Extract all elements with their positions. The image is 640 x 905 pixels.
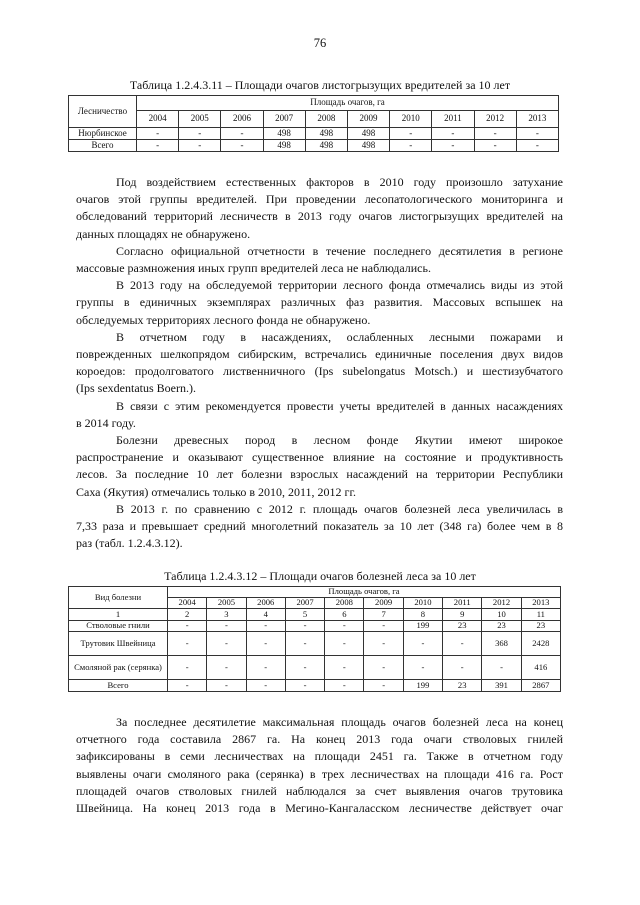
text-line: массовые размножения иных групп вредителей леса не наблюдались. (76, 261, 431, 276)
table-cell: - (516, 140, 558, 152)
table-cell: - (325, 680, 364, 692)
table-cell: - (207, 656, 246, 680)
table-cell: - (168, 680, 207, 692)
table2-row-label: Всего (69, 680, 168, 692)
table-cell: - (285, 656, 324, 680)
table-cell: - (403, 656, 442, 680)
table1-group-header: Площадь очагов, га (137, 96, 559, 111)
text-line: обследований территорий лесничеств в 2013 году очагов листогрызущих вредителей на (76, 209, 563, 224)
table2-year: 2005 (207, 598, 246, 609)
column-number: 3 (207, 609, 246, 621)
table-cell: 199 (403, 680, 442, 692)
table2 (68, 586, 561, 692)
table-cell: - (432, 140, 474, 152)
table-cell: 498 (263, 128, 305, 140)
table-cell: - (474, 128, 516, 140)
table-cell: 416 (521, 656, 560, 680)
text-line: группы в единичных экземплярах различных фаз развития. Массовых вспышек на (76, 295, 563, 310)
table2-year: 2009 (364, 598, 403, 609)
table-cell: - (221, 128, 263, 140)
table-cell: - (364, 656, 403, 680)
table-cell: - (482, 656, 521, 680)
text-line: распространение и оказывают существенное влияние на состояние и продуктивность (76, 450, 563, 465)
table-cell: - (390, 128, 432, 140)
column-number: 1 (69, 609, 168, 621)
column-number: 6 (325, 609, 364, 621)
table-row (69, 632, 561, 656)
table-row (69, 140, 559, 152)
table-cell: 498 (305, 140, 347, 152)
text-line: поврежденных шелкопрядом сибирским, встречались единичные поселения двух видов (76, 347, 563, 362)
table-cell: - (221, 140, 263, 152)
table-cell: - (207, 632, 246, 656)
table-cell: - (246, 632, 285, 656)
table1-year: 2004 (137, 111, 179, 128)
table-cell: - (207, 680, 246, 692)
table-row (69, 128, 559, 140)
text-line: Саха (Якутия) отмечались только в 2010, 2011, 2012 гг. (76, 484, 357, 499)
text-line: площадей очагов стволовых гнилей наблюдался за счет выявления очагов трутовика (76, 783, 563, 798)
text-line: зафиксированы в семи лесничествах на площади 2451 га. Также в отчетном году (76, 749, 563, 764)
table-cell: - (246, 620, 285, 632)
table-cell: 23 (482, 620, 521, 632)
text-line: В 2013 году на обследуемой территории лесного фонда отмечались виды из этой (116, 278, 563, 293)
table2-year: 2012 (482, 598, 521, 609)
table-row (69, 656, 561, 680)
table-cell: - (246, 680, 285, 692)
column-number: 2 (168, 609, 207, 621)
text-line: В связи с этим рекомендуется провести учеты вредителей в данных насаждениях (116, 398, 563, 413)
page-number: 76 (313, 36, 327, 50)
table-cell: 498 (347, 140, 389, 152)
text-line: В отчетном году в насаждениях, ослабленных лесными пожарами и (116, 329, 563, 344)
table-cell: - (285, 632, 324, 656)
table2-group-header: Площадь очагов, га (168, 587, 561, 598)
table-row (69, 620, 561, 632)
text-line: очагов этой группы вредителей. При проведении лесопатологического мониторинга и (76, 192, 563, 207)
text-line: лесов. За последние 10 лет болезни взрослых насаждений на территории Республики (76, 467, 563, 482)
text-line: данных площадях не обнаружено. (76, 226, 251, 241)
table-cell: 23 (521, 620, 560, 632)
table-cell: - (443, 656, 482, 680)
table-cell: - (325, 632, 364, 656)
table-cell: - (137, 128, 179, 140)
text-line: В 2013 г. по сравнению с 2012 г. площадь очагов болезней леса увеличилась в (116, 501, 563, 516)
table1-year: 2012 (474, 111, 516, 128)
table2-year: 2008 (325, 598, 364, 609)
table1-year: 2007 (263, 111, 305, 128)
table1-year: 2013 (516, 111, 558, 128)
column-number: 4 (246, 609, 285, 621)
text-line: 7,33 раза и превышает средний многолетний показатель за 10 лет (348 га) более чем в 8 (76, 519, 563, 534)
table-cell: - (285, 620, 324, 632)
table-cell: - (168, 656, 207, 680)
text-line: выявлены очаги смоляного рака (серянка) в трех лесничествах на площади 416 га. Рост (76, 766, 563, 781)
table2-year: 2011 (443, 598, 482, 609)
table-cell: - (432, 128, 474, 140)
table1 (68, 95, 559, 152)
text-line: в 2014 году. (76, 415, 136, 430)
table-cell: - (474, 140, 516, 152)
table-cell: 368 (482, 632, 521, 656)
table1-year: 2009 (347, 111, 389, 128)
table1-row-label: Всего (69, 140, 137, 152)
table-cell: - (364, 680, 403, 692)
table-cell: 2428 (521, 632, 560, 656)
table-cell: 391 (482, 680, 521, 692)
table1-year: 2008 (305, 111, 347, 128)
table-cell: - (179, 140, 221, 152)
table-cell: - (137, 140, 179, 152)
table1-year: 2005 (179, 111, 221, 128)
table-cell: 498 (305, 128, 347, 140)
text-line: Согласно официальной отчетности в течение последнего десятилетия в регионе (116, 243, 563, 258)
table2-year: 2006 (246, 598, 285, 609)
text-line: раз (табл. 1.2.4.3.12). (76, 536, 183, 551)
table2-year: 2010 (403, 598, 442, 609)
table2-row-header: Вид болезни (69, 587, 168, 609)
table-cell: - (516, 128, 558, 140)
text-line: Под воздействием естественных факторов в 2010 году произошло затухание (116, 175, 563, 189)
table-cell: 498 (263, 140, 305, 152)
column-number: 9 (443, 609, 482, 621)
table-cell: - (403, 632, 442, 656)
text-line: короедов: продолговатого лиственничного (Ips subelongatus Motsch.) и шестизубчатого (76, 364, 563, 379)
table2-row-label: Стволовые гнили (69, 620, 168, 632)
table1-year: 2011 (432, 111, 474, 128)
table-cell: - (325, 656, 364, 680)
table-cell: - (179, 128, 221, 140)
table-cell: 2867 (521, 680, 560, 692)
table-cell: - (443, 632, 482, 656)
column-number: 10 (482, 609, 521, 621)
table-cell: - (168, 632, 207, 656)
table1-row-label: Нюрбинское (69, 128, 137, 140)
table-cell: - (390, 140, 432, 152)
column-number: 5 (285, 609, 324, 621)
table2-row-label: Смоляной рак (серянка) (69, 656, 168, 680)
column-number: 7 (364, 609, 403, 621)
table-cell: 498 (347, 128, 389, 140)
table1-year: 2006 (221, 111, 263, 128)
body-text-block-1 (76, 174, 563, 552)
table-cell: - (364, 620, 403, 632)
table2-row-label: Трутовик Швейница (69, 632, 168, 656)
table1-row-header: Лесничество (69, 96, 137, 128)
table2-caption: Таблица 1.2.4.3.12 – Площади очагов болезней леса за 10 лет (164, 569, 476, 583)
text-line: (Ips sexdentatus Boern.). (76, 381, 196, 396)
column-number: 11 (521, 609, 560, 621)
table1-year: 2010 (390, 111, 432, 128)
text-line: обследуемых территориях лесного фонда не обнаружено. (76, 312, 371, 327)
table-cell: - (246, 656, 285, 680)
table2-year: 2007 (285, 598, 324, 609)
table2-year: 2013 (521, 598, 560, 609)
table-cell: - (207, 620, 246, 632)
table-cell: - (325, 620, 364, 632)
table-cell: 23 (443, 620, 482, 632)
text-line: отчетного года составила 2867 га. На конец 2013 года очаги стволовых гнилей (76, 732, 563, 747)
table-cell: 23 (443, 680, 482, 692)
body-text-block-2 (76, 714, 563, 817)
table-cell: - (364, 632, 403, 656)
table-cell: 199 (403, 620, 442, 632)
table1-caption: Таблица 1.2.4.3.11 – Площади очагов листогрызущих вредителей за 10 лет (129, 78, 511, 92)
text-line: Болезни древесных пород в лесном фонде Якутии имеют широкое (116, 433, 563, 448)
column-number: 8 (403, 609, 442, 621)
table-cell: - (168, 620, 207, 632)
text-line: Швейница. На конец 2013 года в Мегино-Кангаласском лесничестве действует очаг (76, 801, 563, 816)
table-row (69, 680, 561, 692)
table2-column-numbers (69, 609, 561, 621)
text-line: За последнее десятилетие максимальная площадь очагов болезней леса на конец (116, 715, 563, 729)
table2-year: 2004 (168, 598, 207, 609)
table-cell: - (285, 680, 324, 692)
